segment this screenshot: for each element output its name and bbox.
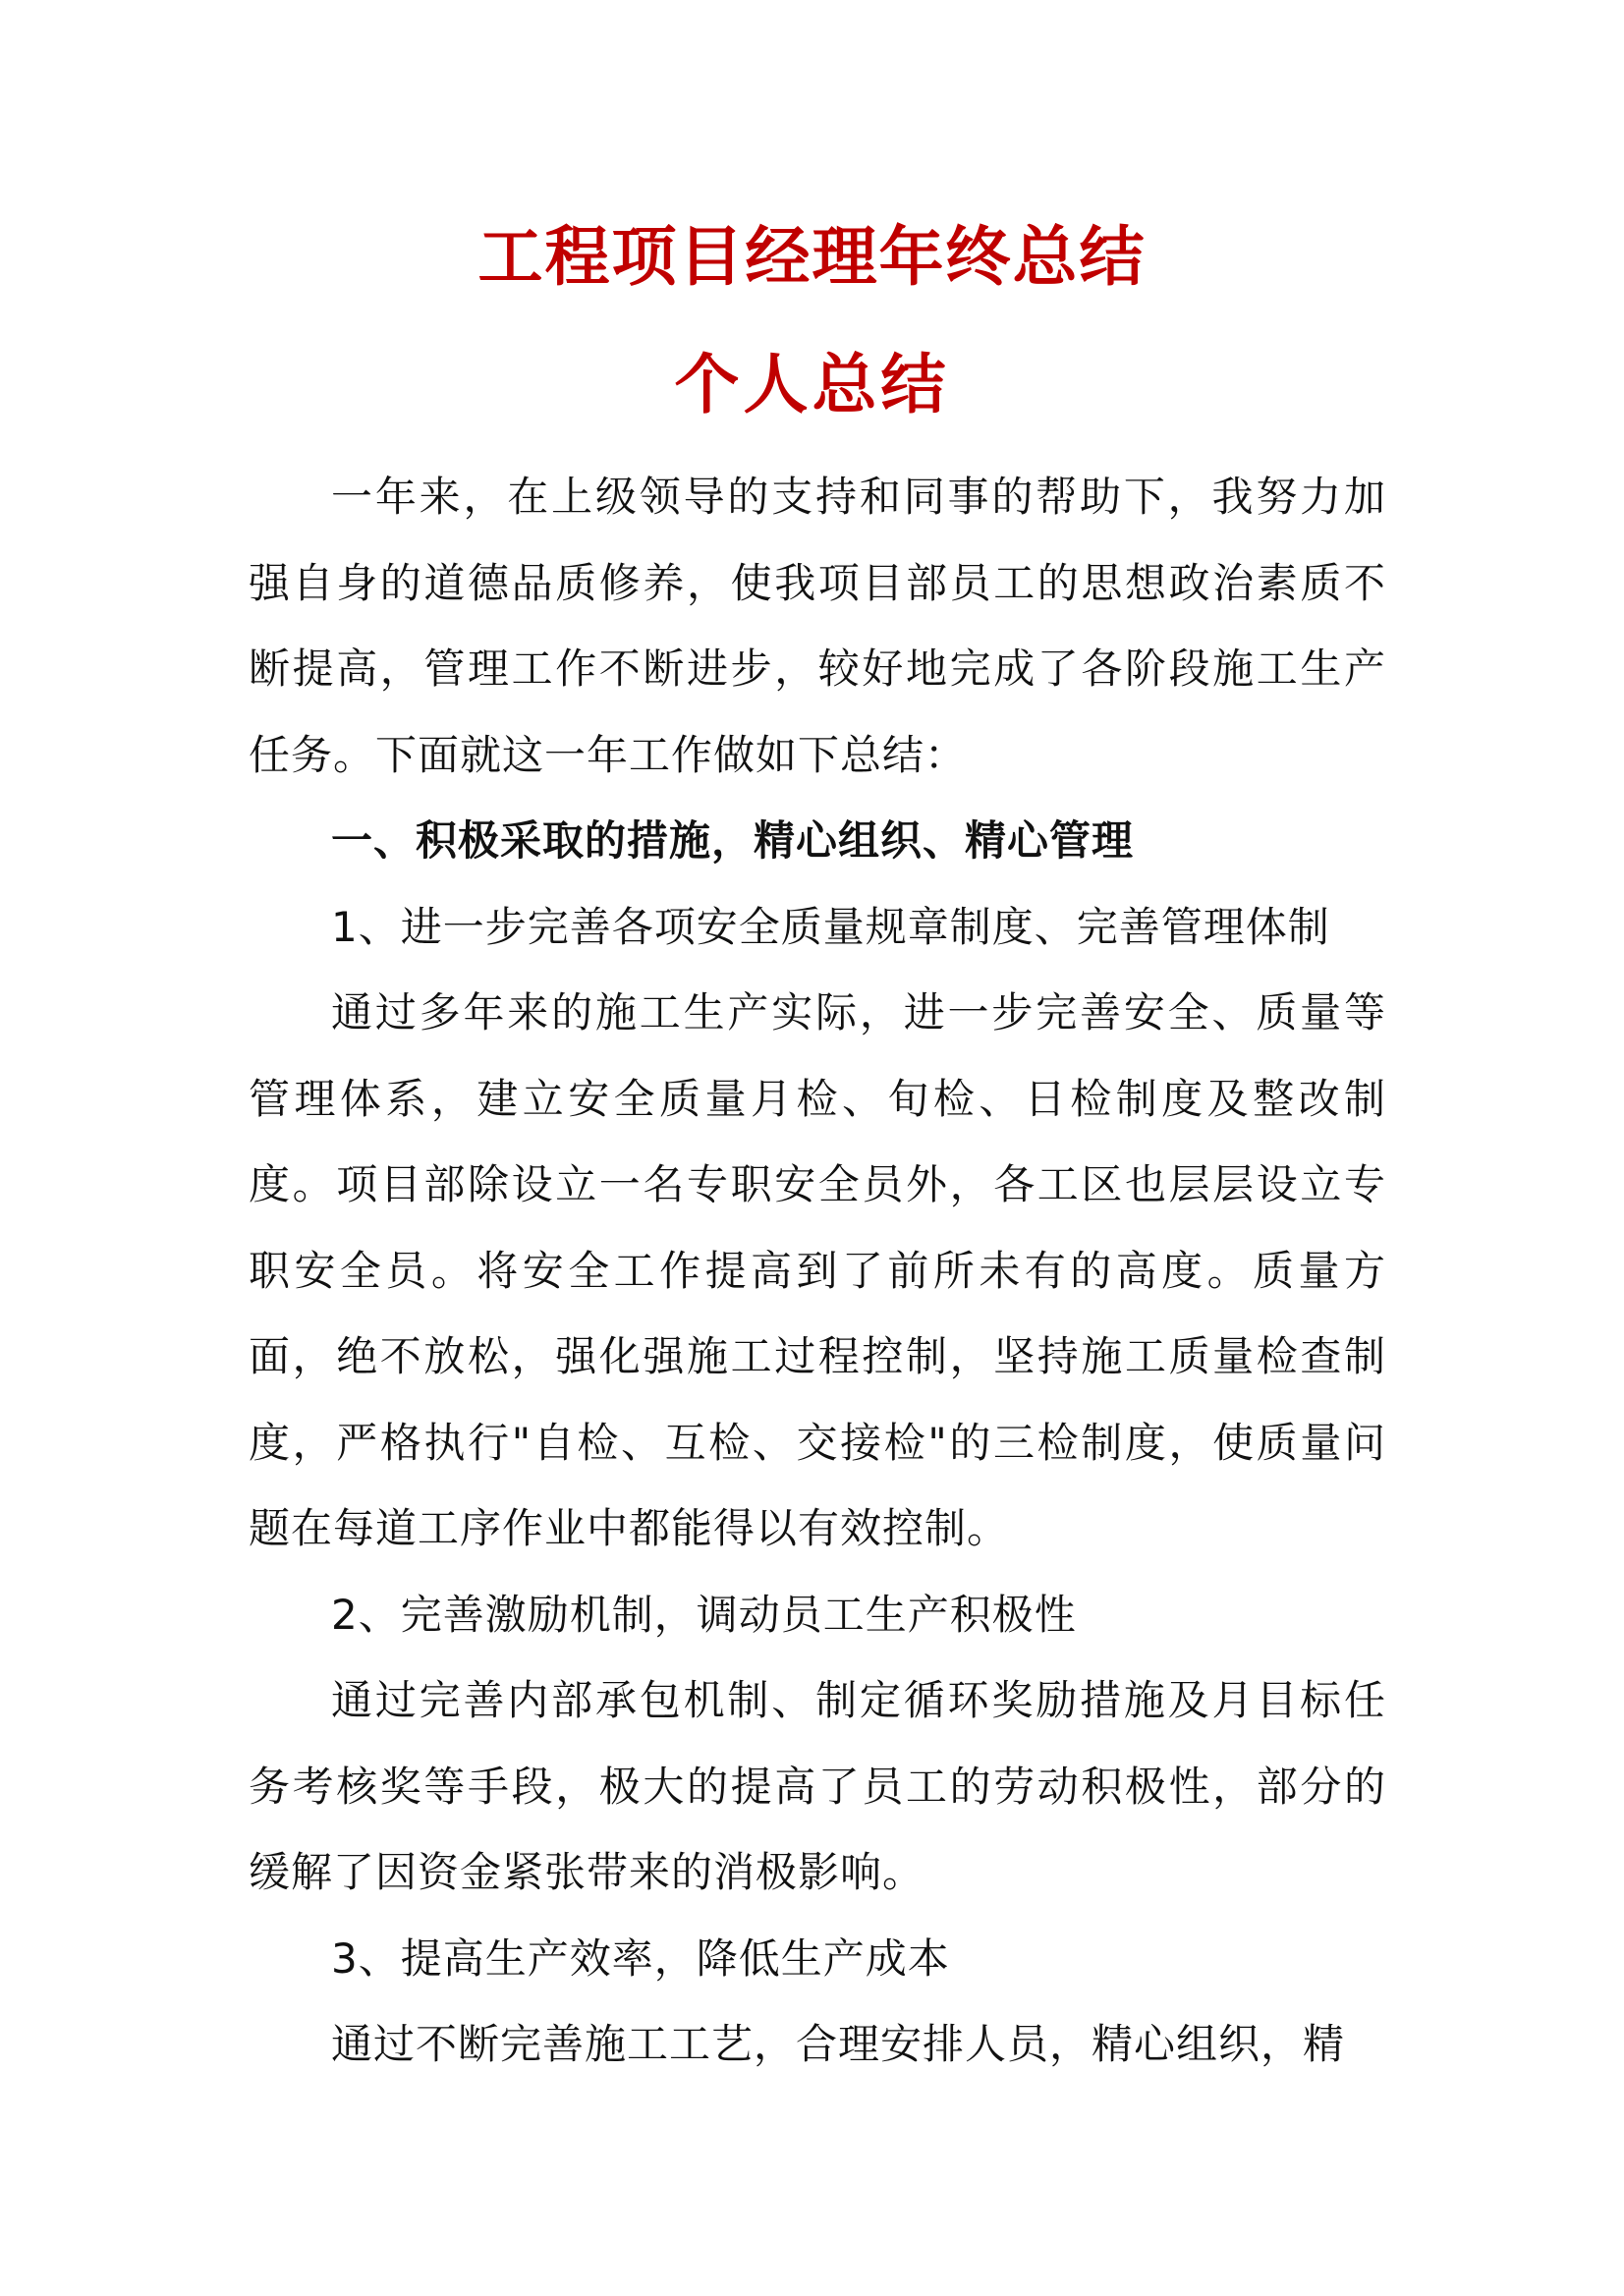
body-paragraph-3: 通过不断完善施工工艺，合理安排人员，精心组织，精 [331, 2020, 1346, 2068]
section-heading-1: 一、积极采取的措施，精心组织、精心管理 [331, 816, 1135, 865]
document-body [249, 454, 1386, 2088]
subheading-2: 2、完善激励机制，调动员工生产积极性 [331, 1590, 1077, 1639]
document-title: 工程项目经理年终总结 [477, 219, 1147, 295]
body-paragraph-1: 通过多年来的施工生产实际，进一步完善安全、质量等管理体系，建立安全质量月检、旬检、日检制度及整改制度。项目部除设立一名专职安全员外，各工区也层层设立专职安全员。将安全工作提高到了前所未有的高度。质量方面，绝不放松，强化强施工过程控制，坚持施工质量检查制度，严格执行"自检、互检、交接检"的三检制度，使质量问题在每道工序作业中都能得以有效控制。 [249, 988, 1386, 1552]
intro-paragraph: 一年来，在上级领导的支持和同事的帮助下，我努力加强自身的道德品质修养，使我项目部员工的思想政治素质不断提高，管理工作不断进步，较好地完成了各阶段施工生产任务。下面就这一年工作做如下总结： [249, 473, 1386, 779]
document-subtitle: 个人总结 [674, 347, 950, 422]
subheading-1: 1、进一步完善各项安全质量规章制度、完善管理体制 [331, 902, 1330, 951]
body-paragraph-2: 通过完善内部承包机制、制定循环奖励措施及月目标任务考核奖等手段，极大的提高了员工的劳动积极性，部分的缓解了因资金紧张带来的消极影响。 [249, 1676, 1386, 1896]
subheading-3: 3、提高生产效率，降低生产成本 [331, 1933, 950, 1983]
